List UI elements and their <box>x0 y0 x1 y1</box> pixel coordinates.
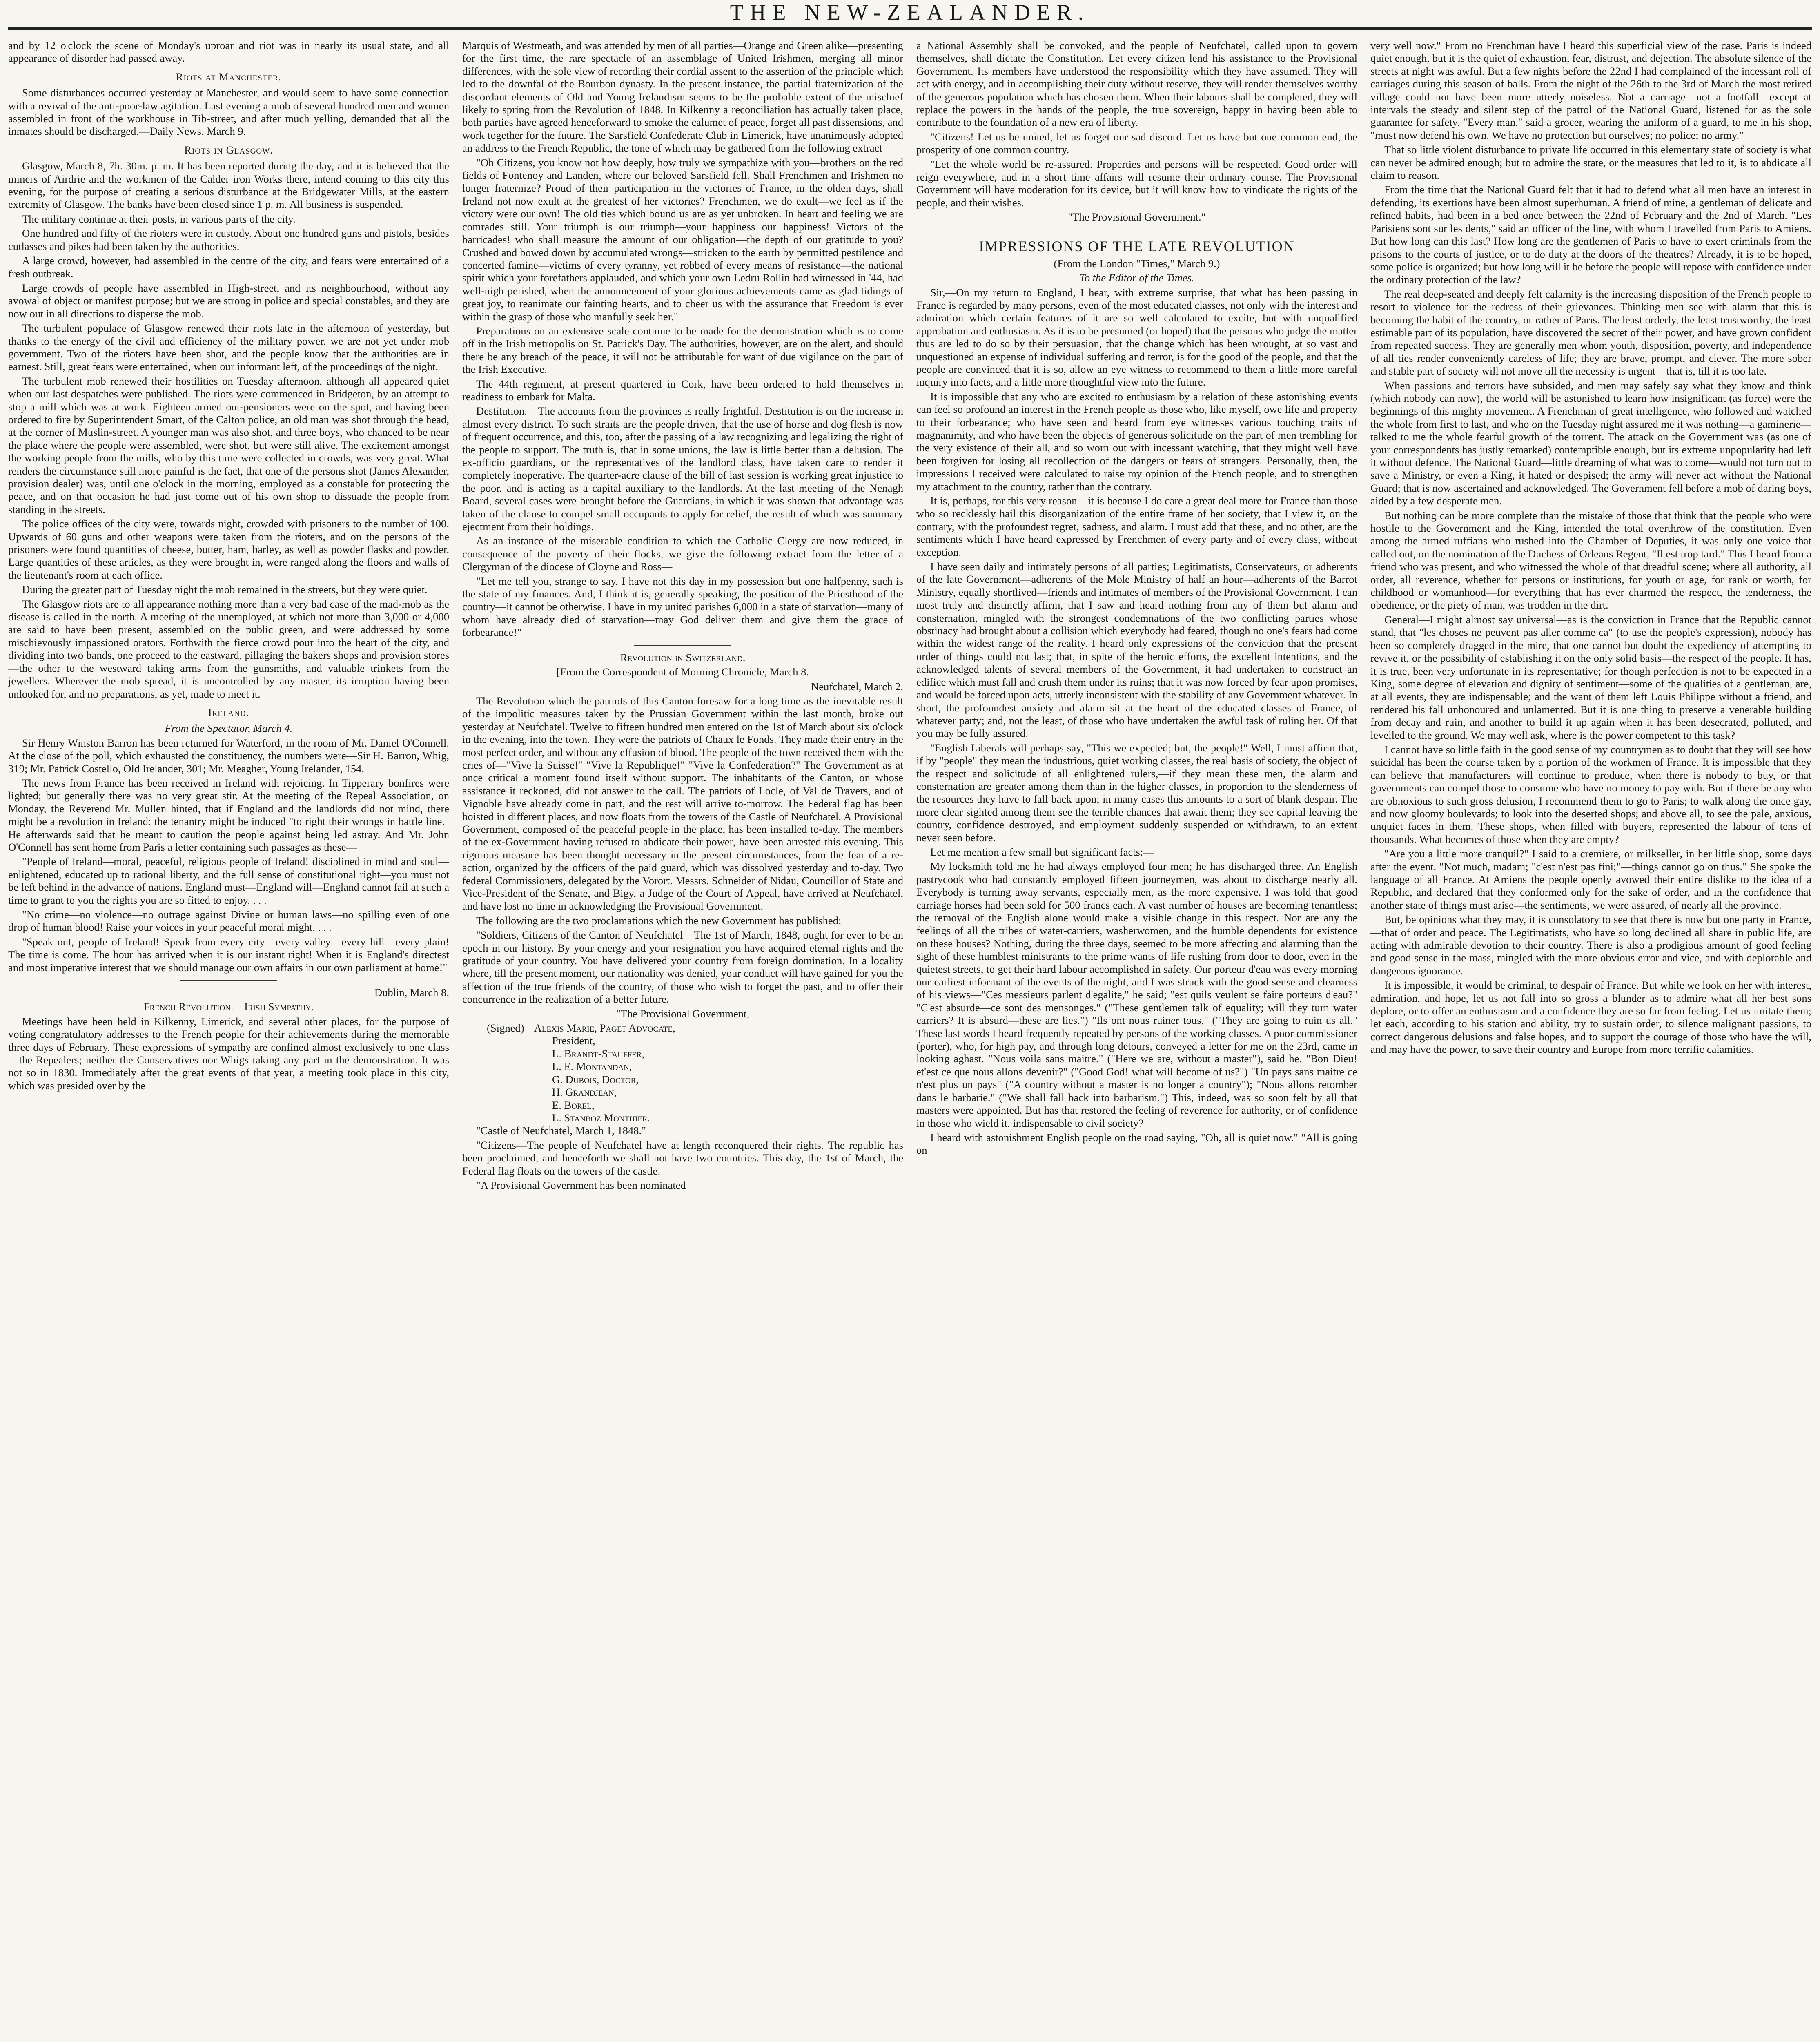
heading-revolution-switzerland: Revolution in Switzerland. <box>620 651 746 664</box>
paragraph: Marquis of Westmeath, and was attended by men of all parties—Orange and Green alike—presenting for the first time, the rare spectacle of an assemblage of United Irishmen, merging all minor differences, with the sole view of recording their cordial assent to the assertion of the principle which led to the downfal of the Bourbon dynasty. In the present instance, the partial fraternization of the discordant elements of Old and Young Irelandism seems to be the probable extent of the mischief likely to spring from the Revolution of 1848. In Kilkenny a reconciliation has actually taken place, both parties have agreed henceforward to smoke the calumet of peace, forget all past dissensions, and work together for the future. The Sarsfield Confederate Club in Limerick, have unanimously adopted an address to the French Republic, the tone of which may be gathered from the following extract— <box>462 39 903 154</box>
paragraph: As an instance of the miserable condition to which the Catholic Clergy are now reduced, in consequence of the poverty of their flocks, we give the following extract from the letter of a Clergyman of the diocese of Cloyne and Ross— <box>462 535 903 573</box>
column-2 <box>462 39 903 2042</box>
paragraph: The Glasgow riots are to all appearance nothing more than a very bad case of the mad-mob as the disease is called in the north. A meeting of the unemployed, at which not more than 3,000 or 4,000 are said to have been present, assembled on the public green, and were addressed by some mischievously impassioned orators. Forthwith the fierce crowd pour into the heart of the city, and dividing into two bands, one proceed to the eastward, pillaging the bakers shops and provision stores—the other to the westward taking arms from the gunsmiths, and valuable trinkets from the jewellers. Wherever the mob spread, it is uncontrolled by any master, its irruption having been unlooked for, and no preparations, as yet, made to meet it. <box>8 597 449 700</box>
paragraph: Sir,—On my return to England, I hear, with extreme surprise, that what has been passing in France is regarded by many persons, even of the most educated classes, not only with the interest and admiration which certain features of it are so well calculated to excite, but with unqualified approbation and enthusiasm. As it is to be presumed (or hoped) that the persons who judge the matter thus are led to do so by their persuasion, that the change which has been wrought, at so vast and unquestioned an expense of individual suffering and terror, is for the good of the people, and that the people are convinced that it is so, allow an eye witness to recommend to them a little more careful inquiry into facts, and a little more thoughtful view into the future. <box>916 286 1357 388</box>
article-columns <box>8 39 1812 2042</box>
heading-french-revolution: French Revolution.—Irish Sympathy. <box>143 1001 314 1013</box>
signatory: Alexis Marie, Paget Advocate, <box>534 1022 675 1034</box>
signatories <box>462 1022 903 1124</box>
proclamation-signature: "The Provisional Government." <box>1068 211 1206 223</box>
paragraph: Let me mention a few small but significant facts:— <box>930 845 1154 858</box>
paragraph: Some disturbances occurred yesterday at Manchester, and would seem to have some connection with a revival of the anti-poor-law agitation. Last evening a mob of several hundred men and women assembled in front of the workhouse in Tib-street, and after much yelling, demanded that all the inmates should be discharged.—Daily News, March 9. <box>8 87 449 138</box>
paragraph: It is, perhaps, for this very reason—it is because I do care a great deal more for France than those who so recklessly hail this disorganization of the entire frame of her society, that I view it, on the contrary, with the profoundest regret, sadness, and alarm. I must add that these, and no other, are the sentiments which I have heard expressed by Frenchmen of every party and of every class, without exception. <box>916 495 1357 558</box>
paragraph: The turbulent mob renewed their hostilities on Tuesday afternoon, although all appeared quiet when our last despatches were published. The riots were commenced in Bridgeton, by an attempt to stop a mill which was at work. Eighteen armed out-pensioners were on the spot, and having been ordered to fire by Superintendent Smart, of the Calton police, an old man was shot through the head, at the corner of Muslin-street. A younger man was also shot, and three boys, who chanced to be near the place where the people were assembled, were shot, but were still alive. The excitement amongst the working people from the mills, who by this time were collected in crowds, was very great. What renders the circumstance still more painful is the fact, that one of the persons shot (James Alexander, provision dealer) was, until one o'clock in the morning, employed as a constable for protecting the peace, and on that occasion he had just come out of his own shop to dissuade the people from standing in the streets. <box>8 375 449 515</box>
paragraph: The news from France has been received in Ireland with rejoicing. In Tipperary bonfires were lighted; but generally there was no very great stir. At the meeting of the Repeal Association, on Monday, the Reverend Mr. Mullen hinted, that if England and the landlords did not mind, there might be a revolution in Ireland: the tenantry might be induced "to right their wrongs in battle line." He afterwards said that he meant to caution the people against being led astray. And Mr. John O'Connell has sent home from Paris a letter containing such passages as these— <box>8 776 449 853</box>
signatory: L. E. Montandan, <box>552 1060 632 1073</box>
paragraph: It is impossible that any who are excited to enthusiasm by a relation of these astonishing events can feel so profound an interest in the French people as those who, like myself, owe life and property to their forbearance; who have seen and heard from eye witnesses various touching traits of magnanimity, and who have been the objects of generous solicitude on the part of men trembling for the very existence of their all, and so worn out with incessant watching, that they might well have been forgiven for losing all recollection of the dangers or fears of strangers. Personally, then, the impressions I received were calculated to raise my opinion of the French people, and to strengthen my attachment to the country, rather than the contrary. <box>916 390 1357 493</box>
heading-impressions: IMPRESSIONS OF THE LATE REVOLUTION <box>979 238 1295 254</box>
paragraph: The military continue at their posts, in various parts of the city. <box>22 212 296 225</box>
section-divider <box>634 645 731 646</box>
column-3 <box>916 39 1357 2042</box>
paragraph: The 44th regiment, at present quartered in Cork, have been ordered to hold themselves in readiness to embark for Malta. <box>462 377 903 403</box>
paragraph: I have seen daily and intimately persons of all parties; Legitimatists, Conservateurs, or adherents of the late Government—adherents of the Mole Ministry of half an hour—adherents of the Barrot Ministry, equally shortlived—friends and intimates of members of the Provisional Government. I can most truly and distinctly affirm, that I saw and heard nothing from any of them but alarm and consternation, mingled with the strongest condemnations of the two conflicting parties whose obstinacy had brought about a collision which everybody had feared, though no one's fears had come within the widest range of the reality. I heard only expressions of the conviction that the present order of things could not last; that, in spite of the heroic efforts, the excellent intentions, and the acknowledged talents of several members of the Government, it had undertaken to construct an edifice which must fall and crush them under its ruins; that it was now forced by fear upon promises, and would be forced upon acts, utterly inconsistent with the stability of any Government whatever. In short, the profoundest anxiety and alarm sit at the heart of the educated classes of France, of whatever party; and, not the least, of those who have undertaken the awful task of ruling her. Of that you may be fully assured. <box>916 560 1357 740</box>
dateline: Neufchatel, March 2. <box>811 680 903 693</box>
paragraph: The Revolution which the patriots of this Canton foresaw for a long time as the inevitable result of the impolitic measures taken by the Prussian Government within the last month, broke out yesterday at Neufchatel. Twelve to fifteen hundred men entered on the 1st of March about six o'clock in the evening, into the town. They were the patriots of Chaux le Fonds. They made their entry in the most perfect order, and without any effusion of blood. The people of the town received them with the cries of—"Vive la Suisse!" "Vive la Republique!" "Vive la Confederation?" The Government as at once critical a moment found itself without support. The inhabitants of the Canton, on whose assistance it reckoned, did not answer to the call. The patriots of Locle, of Val de Travers, and of Vignoble have already come in part, and the rest will arrive to-morrow. The Federal flag has been hoisted in different places, and now floats from the towers of the Castle of Neufchatel. A Provisional Government, composed of the peaceful people in the place, has been installed to-day. The members of the ex-Government having refused to abdicate their power, have been arrested this evening. This rigorous measure has been thought necessary in the present circumstances, from the fear of a re-action, organized by the officers of the paid guard, which was dissolved yesterday and to-day. Two federal Commissioners, delegated by the Vorort. Messrs. Schneider of Nidau, Councillor of State and Vice-President of the Senate, and Bigy, a Judge of the Court of Appeal, have arrived at Neufchatel, and have lost no time in acknowledging the Provisional Government. <box>462 694 903 912</box>
paragraph: Preparations on an extensive scale continue to be made for the demonstration which is to come off in the Irish metropolis on St. Patrick's Day. The authorities, however, are on the alert, and should there be any breach of the peace, it will not be attributable for want of due vigilance on the part of the Irish Executive. <box>462 324 903 376</box>
heading-riots-manchester: Riots at Manchester. <box>176 70 282 83</box>
dateline: Dublin, March 8. <box>374 986 449 999</box>
paragraph: "Let the whole world be re-assured. Properties and persons will be respected. Good order will reign everywhere, and in a short time affairs will resume their ordinary course. The Provisional Government will have moderation for its device, but it will know how to vindicate the rights of the people, and their wishes. <box>916 158 1357 209</box>
heading-riots-glasgow: Riots in Glasgow. <box>184 143 273 156</box>
paragraph: "Castle of Neufchatel, March 1, 1848." <box>476 1124 646 1137</box>
paragraph: During the greater part of Tuesday night the mob remained in the streets, but they were quiet. <box>22 583 428 596</box>
signed-label: (Signed) <box>487 1022 524 1034</box>
signatory: G. Dubois, Doctor, <box>552 1073 639 1086</box>
quotation: "No crime—no violence—no outrage against Divine or human laws—no spilling even of one drop of human blood! Raise your voices in your peaceful moral might. . . . <box>8 908 449 934</box>
paragraph: Sir Henry Winston Barron has been returned for Waterford, in the room of Mr. Daniel O'Connell. At the close of the poll, which exhausted the constituency, the numbers were—Sir H. Barron, Whig, 319; Mr. Patrick Costello, Old Irelander, 301; Mr. Meagher, Young Irelander, 154. <box>8 736 449 775</box>
signatory: H. Grandjean, <box>552 1086 617 1099</box>
paragraph: Meetings have been held in Kilkenny, Limerick, and several other places, for the purpose of voting congratulatory addresses to the French people for their achievements during the memorable three days of February. These expressions of sympathy are confined almost exclusively to one class—the Repealers; neither the Conservatives nor Whigs taking any part in the demonstration. It was not so in 1830. Immediately after the great events of that year, a meeting took place in this city, which was presided over by the <box>8 1015 449 1092</box>
paragraph: The real deep-seated and deeply felt calamity is the increasing disposition of the French people to resort to violence for the redress of their grievances. Thinking men see with alarm that this is becoming the habit of the country, or rather of Paris. The least orderly, the least trustworthy, the least estimable part of its population, have discovered the secret of their power, and have grown confident from repeated success. They are generally men whom youth, disposition, poverty, and independence of all ties render conveniently careless of life; they are brave, prompt, and clever. The more sober and stable part of society will not move till the necessity is urgent—that is, till it is too late. <box>1370 288 1811 377</box>
column-4 <box>1370 39 1811 2042</box>
paragraph: From the time that the National Guard felt that it had to defend what all men have an interest in defending, its exertions have been almost superhuman. A friend of mine, a gentleman of delicate and refined habits, had been in a bed once between the 22nd of February and the 2nd of March. "Les Parisiens sont sur les dents," said an officer of the line, with whom I travelled from Paris to Amiens. But how long can this last? How long are the gentlemen of Paris to have to exert criminals from the prisons to the courts of justice, or to do duty at the doors of the theatres? Already, it is to be hoped, some police is organized; but how long will it be before the people will repose with confidence under the ordinary protection of the law? <box>1370 183 1811 286</box>
paragraph: That so little violent disturbance to private life occurred in this elementary state of society is what can never be admired enough; but to admire the state, or the measures that led to it, is to abdicate all claim to reason. <box>1370 143 1811 182</box>
masthead: THE NEW-ZEALANDER. <box>730 0 1090 25</box>
paragraph: I cannot have so little faith in the good sense of my countrymen as to doubt that they will see how suicidal has been the course taken by a portion of the workmen of France. It is impossible that they can believe that manufacturers will continue to produce, when there is nobody to buy, or that governments can compel those to consume who have no money to pay with. But if there be any who are obnoxious to such gross delusion, I recommend them to go to Paris; to walk along the once gay, and now gloomy boulevards; to look into the deserted shops; and above all, to see the pale, anxious, unquiet faces in them. These shops, when filled with buyers, represented the labour of tens of thousands. What becomes of those when they are empty? <box>1370 743 1811 845</box>
paragraph: Destitution.—The accounts from the provinces is really frightful. Destitution is on the increase in almost every district. To such straits are the people driven, that the use of horse and dog flesh is now of frequent occurrence, and this, too, after the passing of a law recognizing and legalizing the right of the people to support. The truth is, that in some unions, the law is little better than a delusion. The ex-officio guardians, or the representatives of the landlord class, have taken care to render it completely inoperative. The quarter-acre clause of the bill of last session is working great injustice to the poor, and is acting as a capital auxiliary to the landlords. At the last meeting of the Nenagh Board, several cases were brought before the Guardians, in which it was shown that advantage was taken of the clause to compel small occupants to apply for relief, the result of which was summary ejectment from their holdings. <box>462 405 903 533</box>
signatory-title: President, <box>552 1034 595 1047</box>
paragraph: One hundred and fifty of the rioters were in custody. About one hundred guns and pistols, besides cutlasses and pikes had been taken by the authorities. <box>8 227 449 252</box>
heading-ireland: Ireland. <box>208 706 249 718</box>
proclamation: "Citizens—The people of Neufchatel have at length reconquered their rights. The republic has been proclaimed, and henceforth we shall not have two countries. This day, the 1st of March, the Federal flag floats on the towers of the castle. <box>462 1139 903 1177</box>
paragraph: "Are you a little more tranquil?" I said to a cremiere, or milkseller, in her little shop, some days after the event. "Not much, madam; "c'est n'est pas fini;"—things cannot go on thus." She spoke the language of all France. At Amiens the people openly avowed their entire dislike to the idea of a Republic, and declared that they conformed only for the sake of order, and in the confidence that another state of things must arise—the sentiments, we were assured, of nearly all the province. <box>1370 847 1811 911</box>
paragraph: It is impossible, it would be criminal, to despair of France. But while we look on her with interest, admiration, and hope, let us not fall into so gross a blunder as to admire what all her best sons deplore, or to offer an enthusiasm and a confidence they are so far from feeling. Let us imitate them; let each, according to his station and ability, try to sustain order, to silence malignant passions, to correct dangerous delusions and false hopes, and to support the courage of those who have the will, and may have the power, to save their country and Europe from more terrific calamities. <box>1370 979 1811 1056</box>
paragraph: A large crowd, however, had assembled in the centre of the city, and fears were entertained of a fresh outbreak. <box>8 254 449 280</box>
source-line: From the Spectator, March 4. <box>165 722 293 735</box>
paragraph: Large crowds of people have assembled in High-street, and its neighbourhood, without any avowal of object or manifest purpose; but we are strong in police and special constables, and they are now out in all directions to disperse the mob. <box>8 281 449 320</box>
paragraph: The turbulent populace of Glasgow renewed their riots late in the afternoon of yesterday, but thanks to the energy of the civil and efficiency of the military power, we are not yet under mob government. Two of the rioters have been shot, and the people know that the authorities are in earnest. Still, great fears were entertained, when our informant left, of the proceedings of the night. <box>8 322 449 373</box>
source-line: [From the Correspondent of Morning Chronicle, March 8. <box>556 666 809 678</box>
signatory: L. Brandt-Stauffer, <box>552 1047 644 1060</box>
quotation: "Let me tell you, strange to say, I have not this day in my possession but one halfpenny, such is the state of my finances. And, I think it is, generally speaking, the position of the Priesthood of the country—it cannot be otherwise. I have in my united parishes 6,000 in a state of starvation—many of whom have already died of starvation—may God deliver them and give them the grace of forbearance!" <box>462 575 903 639</box>
paragraph: I heard with astonishment English people on the road saying, "Oh, all is quiet now." "All is going on <box>916 1131 1357 1157</box>
section-divider <box>180 980 277 981</box>
quotation: "Speak out, people of Ireland! Speak from every city—every valley—every hill—every plain! The time is come. The hour has arrived when it is our instant right! When it is England's directest and most imperative interest that we should manage our own affairs in our own parliament at home!" <box>8 935 449 974</box>
paragraph: The following are the two proclamations which the new Government has published: <box>476 914 842 927</box>
column-1 <box>8 39 449 2042</box>
paragraph: "English Liberals will perhaps say, "This we expected; but, the people!" Well, I must affirm that, if by "people" they mean the industrious, quiet working classes, the real basis of society, the object of the respect and solicitude of all enlightened rulers,—if they mean these men, the alarm and consternation are greater among them than in the higher classes, in proportion to the slenderness of the resources they have to fall back upon; in many cases this amounts to a sort of blank despair. The more clear sighted among them see the terrible chances that await them; they see capital leaving the country, confidence destroyed, and employment suddenly suspended or withdrawn, to an extent never seen before. <box>916 741 1357 844</box>
quotation: "People of Ireland—moral, peaceful, religious people of Ireland! disciplined in mind and soul—enlightened, educated up to rational liberty, and the full sense of constitutional right—you must not be left behind in the advance of nations. England must—England will—England cannot fail at such a time to grant to you the rights you are so fitted to enjoy. . . . <box>8 855 449 906</box>
paragraph: The police offices of the city were, towards night, crowded with prisoners to the number of 100. Upwards of 60 guns and other weapons were taken from the rioters, and on the persons of the prisoners were found quantities of cheese, butter, ham, barley, as well as powder flasks and powder. Large quantities of these articles, as they were brought in, were ranged along the floors and walls of the lieutenant's room at each office. <box>8 517 449 581</box>
proclamation: "A Provisional Government has been nominated <box>476 1179 686 1191</box>
paragraph: But, be opinions what they may, it is consolatory to see that there is now but one party in France,—that of order and peace. The Legitimatists, who have so long declined all share in public life, are acting with admirable devotion to their country. There is also a prodigious amount of good feeling and good sense in the mass, mingled with the more obvious error and vice, and with deplorable and dangerous ignorance. <box>1370 913 1811 977</box>
paragraph: and by 12 o'clock the scene of Monday's uproar and riot was in nearly its usual state, and all appearance of disorder had passed away. <box>8 39 449 65</box>
signatory: L. Stanboz Monthier. <box>552 1111 650 1124</box>
paragraph: My locksmith told me he had always employed four men; he has discharged three. An English pastrycook who had constantly employed fifteen journeymen, was about to discharge nearly all. Everybody is turning away servants, especially men, as the more expensive. I was told that good carriage horses had been sold for 500 francs each. A vast number of houses are becoming tenantless; the removal of the English alone would make a visible change in this respect. Nor are any the feelings of all the tribes of water-carriers, washerwomen, and the humble dependents for existence on these houses? Nothing, during the three days, seemed to be more affecting and alarming than the sight of these humblest ministrants to the prime wants of life rushing from door to door, even in the quietest streets, to get their hard labour accomplished in safety. Our porteur d'eau was every morning our earliest informant of the events of the night, and I was struck with the good sense and clearness of his views—"Ces messieurs parlent d'egalite," he said; "est quils veulent se faire porteurs d'eau?" "C'est absurde—ce sont des mensonges." ("These gentlemen talk of equality; will they turn water carriers? It is absurd—these are lies.") "Ils ont nous ruiner tous," ("They are going to ruin us all." These last words I heard frequently repeated by persons of the working classes. A poor commissioner (porter), who, for high pay, and through long detours, conveyed a letter for me on the 23rd, came in looking aghast. "Nous voila sans maitre." ("Here we are, without a master"), said he. "Bon Dieu! et'est ce que nous allons devenir?" ("Good God! what will become of us?") "Un pays sans maitre ce n'est plus un pays" ("A country without a master is no longer a country"); "Nous allons retomber dans le barbarie." ("We shall fall back into barbarism.") This, indeed, was so soon felt by all that masters were appointed. But has that restored the feeling of reverence for authority, or of confidence in those who wield it, indispensable to civil society? <box>916 860 1357 1129</box>
paragraph: When passions and terrors have subsided, and men may safely say what they know and think (which nobody can now), the world will be astonished to learn how insignificant (as force) were the beginnings of this mighty movement. A Frenchman of great intelligence, who followed and watched the whole from first to last, and who on the Tuesday night assured me it was nothing—a gaminerie—talked to me the whole fearful growth of the torrent. The attack on the Government was (as one of your correspondents has justly remarked) contemptible enough, but its extreme unpopularity had left it without defence. The National Guard—little dreaming of what was to come—would not turn out to save a Ministry, or even a King, it hated or despised; the army will never act without the National Guard; that is now ascertained and acknowledged. The Government fell before a mob of daring boys, aided by a few desperate men. <box>1370 379 1811 507</box>
signatory: E. Borel, <box>552 1099 595 1111</box>
salutation-line: To the Editor of the Times. <box>1079 272 1194 284</box>
paragraph: General—I might almost say universal—as is the conviction in France that the Republic cannot stand, that "les choses ne peuvent pas aller comme ca" (to use the people's expression), nobody has been so completely dragged in the mire, that one cannot but doubt the expediency of attempting to revive it, or the possibility of establishing it on the only solid basis—the respect of the people. It has, it is true, been very unfortunate in its representative; for though perfection is not to be expected in a King, some degree of elevation and dignity of sentiment—some of the qualities of a gentleman, are, at all events, they are indispensable; and the want of them left Louis Philippe without a friend, and rendered his fall unhonoured and unlamented. But it is one thing to preserve a venerable building from decay and ruin, and another to build it up again when it has been desecrated, polluted, and levelled to the ground. We may well ask, where is the power competent to this task? <box>1370 613 1811 741</box>
source-line: (From the London "Times," March 9.) <box>1054 257 1220 270</box>
masthead-rule <box>8 27 1812 30</box>
paragraph: "Citizens! Let us be united, let us forget our sad discord. Let us have but one common end, the prosperity of one common country. <box>916 130 1357 156</box>
paragraph: Glasgow, March 8, 7h. 30m. p. m. It has been reported during the day, and it is believed that the miners of Airdrie and the workmen of the Calder iron Works there, intend coming to this city this evening, for the purpose of creating a serious disturbance at the Bridgewater Mills, at the eastern extremity of Glasgow. The banks have been closed since 1 p. m. All business is suspended. <box>8 160 449 211</box>
paragraph: very well now." From no Frenchman have I heard this superficial view of the case. Paris is indeed quiet enough, but it is the quiet of exhaustion, fear, distrust, and dejection. The absolute silence of the streets at night was awful. But a few nights before the 22nd I had complained of the incessant roll of carriages during this season of balls. From the night of the 26th to the 3rd of March the most retired village could not have been more utterly noiseless. Not a carriage—not a footfall—except at intervals the steady and silent step of the patrol of the National Guard, listened for as the sole guarantee for safety. "Every man," said a grocer, wearing the uniform of a guard, to me in his shop, "must now defend his own. We have no protection but ourselves; no police; no army." <box>1370 39 1811 141</box>
paragraph: a National Assembly shall be convoked, and the people of Neufchatel, called upon to govern themselves, shall dictate the Constitution. Let every citizen lend his assistance to the Provisional Government. Its members have understood the responsibility which they have assumed. They will act with energy, and in accomplishing their duty without reserve, they will render themselves worthy of the generous population which has chosen them. When their labours shall be completed, they will replace the powers in the hands of the people, the true sovereign, happy in having been able to contribute to the foundation of a new era of liberty. <box>916 39 1357 129</box>
paragraph: But nothing can be more complete than the mistake of those that think that the people who were hostile to the Government and the King, intended the total overthrow of the constitution. Even among the armed ruffians who rushed into the Chamber of Deputies, it was only one voice that called out, on the nomination of the Duchess of Orleans Regent, "Il est trop tard." This I heard from a friend who was present, and who witnessed the whole of that dreadful scene; where all authority, all order, all reverence, whether for persons or institutions, for youth or age, for rank or worth, for childhood or womanhood—for everything that has ever charmed the respect, the tenderness, the obedience, or the piety of man, was trodden in the dirt. <box>1370 509 1811 611</box>
proclamation: "Soldiers, Citizens of the Canton of Neufchatel—The 1st of March, 1848, ought for ever to be an epoch in our history. By your energy and your resignation you have acquired eternal rights and the gratitude of your country. You have delivered your country from foreign domination. In a locality where, till the present moment, our nationality was denied, your conduct will have gained for you the affection of the true friends of the country, of those who wish to forget the past, and to offer their concurrence in the realization of a better future. <box>462 929 903 1005</box>
proclamation-signature: "The Provisional Government, <box>616 1007 750 1020</box>
quotation: "Oh Citizens, you know not how deeply, how truly we sympathize with you—brothers on the red fields of Fontenoy and Landen, where our beloved Sarsfield fell. Shall Frenchmen and Irishmen no longer fraternize? Proud of their participation in the victories of France, in the olden days, shall Ireland not now exult at the greatest of her victories? Frenchmen, we do exult—we feel as if the victory were our own! The old ties which bound us are as yet unbroken. In heart and feeling we are comrades still. Your triumph is our triumph—your happiness our happiness! Victors of the barricades! who shall measure the amount of our obligation—the depth of our gratitude to you? Crushed and bowed down by accumulated wrongs—stricken to the earth by permitted pestilence and concerted famine—victims of every tyranny, yet robbed of every means of resistance—the national spirit which your forefathers applauded, and which your own Ledru Rollin had witnessed in '44, had well-nigh perished, when the announcement of your glorious achievements came as glad tidings of great joy, to reanimate our fainting hearts, and to cheer us with the assurance that Freedom is ever within the grasp of those who manfully seek her." <box>462 156 903 323</box>
